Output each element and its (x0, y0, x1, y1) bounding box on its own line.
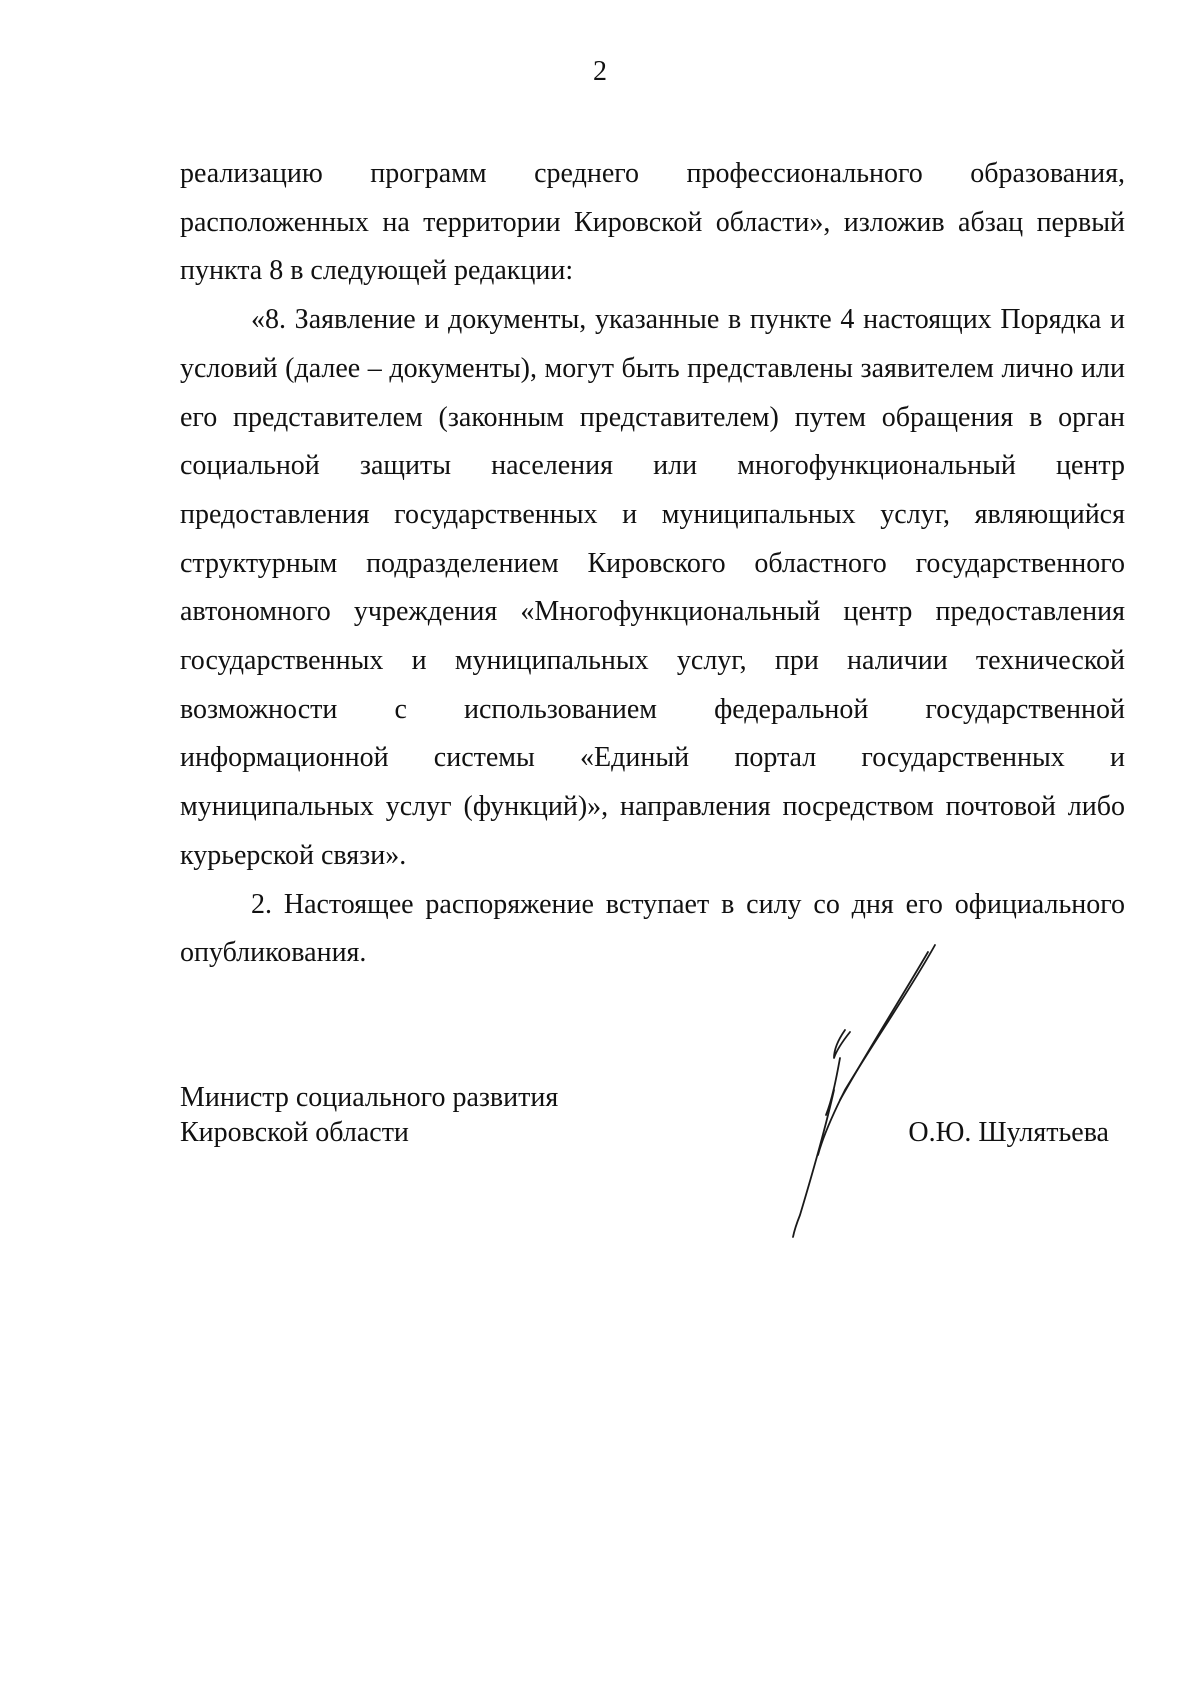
handwritten-signature (750, 940, 980, 1240)
paragraph-quoted-amendment: «8. Заявление и документы, указанные в пункте 4 настоящих Порядка и условий (далее – документы), могут быть представлены заявителем лично или его представителем (законным представителем) путем обращения в орган социальной защиты населения или многофункциональный центр предоставления государственных и муниципальных услуг, являющийся структурным подразделением Кировского областного государственного автономного учреждения «Многофункциональный центр предоставления государственных и муниципальных услуг, при наличии технической возможности с использованием федеральной государственной информационной системы «Единый портал государственных и муниципальных услуг (функций)», направления посредством почтовой либо курьерской связи». (180, 304, 1125, 871)
paragraph-effective-date: 2. Настоящее распоряжение вступает в силу со дня его официального опубликования. (180, 888, 1125, 969)
document-body (180, 150, 1125, 978)
signer-name: О.Ю. Шулятьева (908, 1117, 1109, 1148)
signatory-position-line-1: Министр социального развития (180, 1082, 559, 1113)
signatory-position (180, 1080, 558, 1150)
signatory-position-line-2: Кировской области (180, 1117, 409, 1148)
paragraph-continuation: реализацию программ среднего профессионального образования, расположенных на территории Кировской области», изложив абзац первый пункта 8 в следующей редакции: (180, 158, 1125, 287)
page-number: 2 (593, 56, 607, 87)
